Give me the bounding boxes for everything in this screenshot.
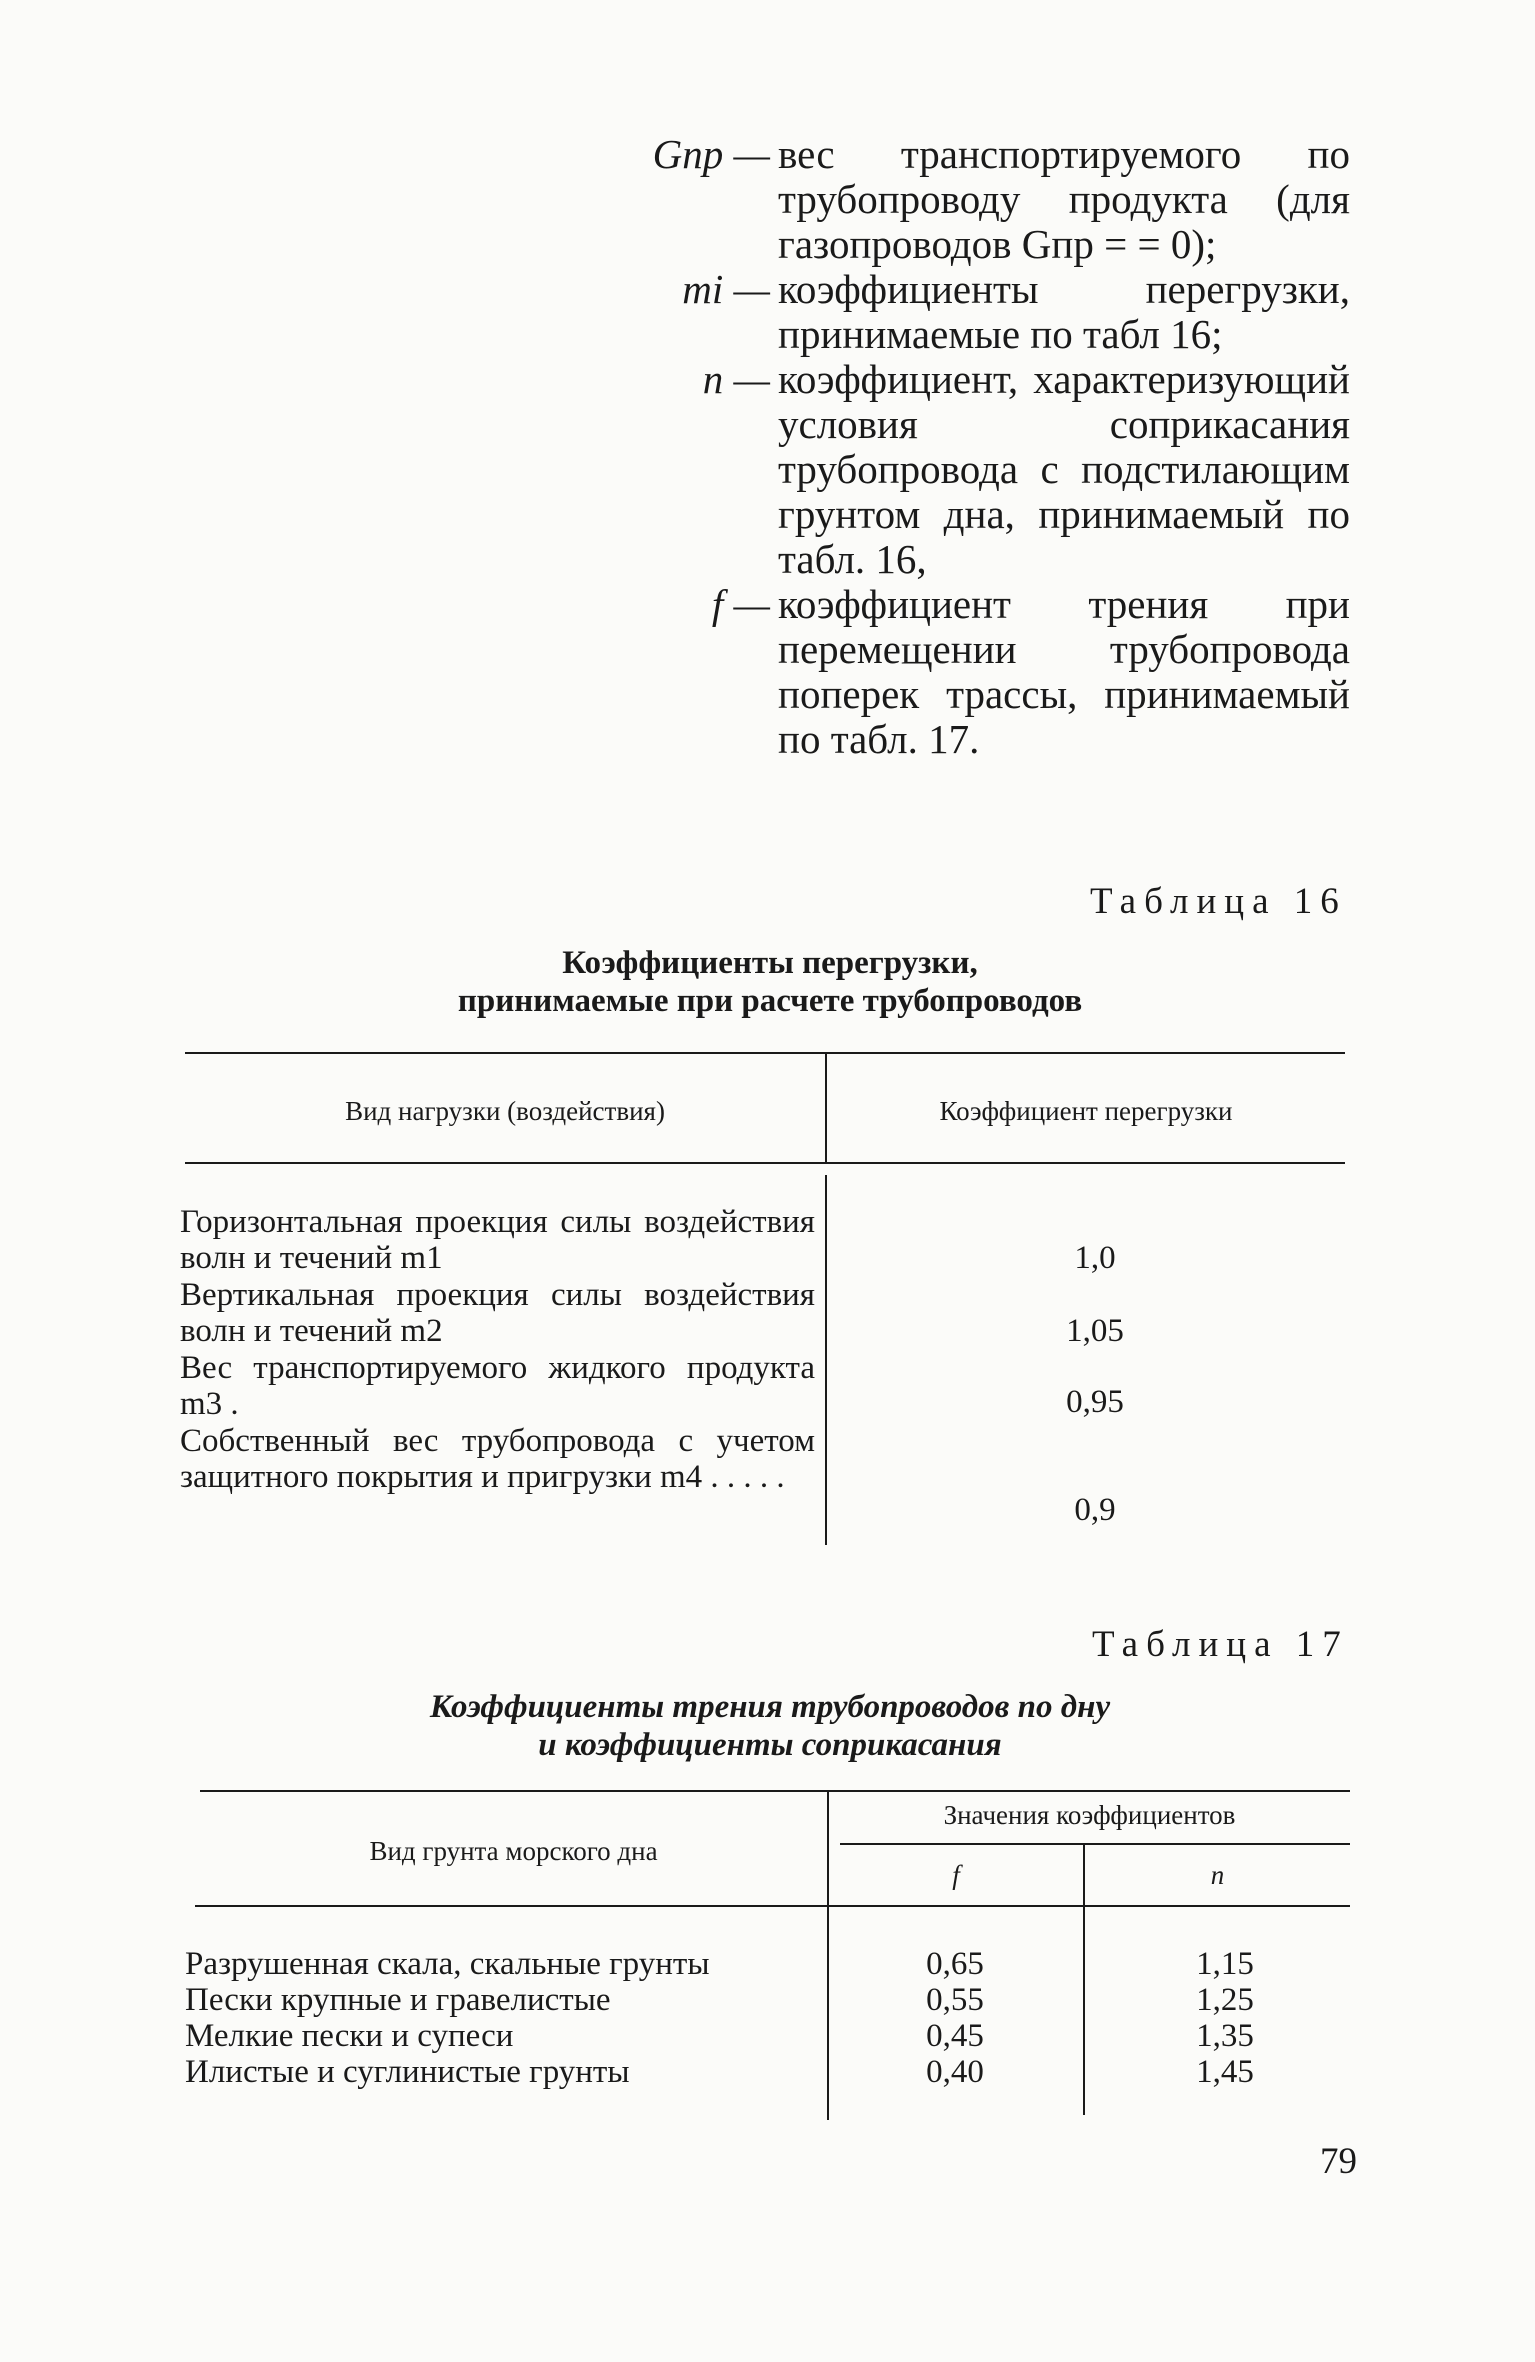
- definition-text: вес транспортируемого по трубопроводу продукта (для газопроводов Gпр = = 0);: [778, 131, 1350, 267]
- definitions-list: [630, 132, 1350, 762]
- definition-text: коэффициенты перегрузки, принимаемые по табл 16;: [778, 266, 1350, 357]
- table16-row3-text: Вес транспортируемого жидкого продукта m3 .: [180, 1350, 815, 1422]
- table16-row3-value: 0,95: [1066, 1384, 1124, 1420]
- page-number: 79: [1320, 2141, 1357, 2182]
- table17-row3-f: 0,45: [926, 2018, 984, 2054]
- table17-row2-text: Пески крупные и гравелистые: [185, 1982, 611, 2018]
- table17-col1-header: Вид грунта морского дна: [369, 1836, 658, 1866]
- table17-row4-f: 0,40: [926, 2054, 984, 2090]
- definition-item: [630, 357, 1350, 582]
- definition-symbol: f —: [711, 581, 770, 627]
- table17-title-line2: и коэффициенты соприкасания: [538, 1727, 1002, 1763]
- definition-text: коэффициент, характеризующий условия соприкасания трубопровода с подстилающим грунтом дна, принимаемый по табл. 16,: [778, 356, 1350, 582]
- table16-header-rule: [185, 1162, 1345, 1164]
- definition-symbol: mi —: [682, 266, 770, 312]
- table16-col2-header: Коэффициент перегрузки: [939, 1096, 1233, 1126]
- table17-first-divider: [827, 1790, 829, 2120]
- table17-group-rule: [840, 1843, 1350, 1845]
- definition-text: коэффициент трения при перемещении трубопровода поперек трассы, принимаемый по табл. 17.: [778, 581, 1350, 762]
- table16-title-line1: Коэффициенты перегрузки,: [562, 945, 978, 981]
- table17-row3-n: 1,35: [1196, 2018, 1254, 2054]
- table17-row1-text: Разрушенная скала, скальные грунты: [185, 1946, 710, 1982]
- table17-title-line1: Коэффициенты трения трубопроводов по дну: [429, 1689, 1111, 1725]
- table16-title-line2: принимаемые при расчете трубопроводов: [457, 983, 1083, 1019]
- table16-row4-text: Собственный вес трубопровода с учетом защитного покрытия и пригрузки m4 . . . . .: [180, 1423, 815, 1495]
- table17-row1-n: 1,15: [1196, 1946, 1254, 1982]
- definition-item: [630, 267, 1350, 357]
- definition-symbol: n —: [702, 356, 770, 402]
- table17-sub-n-header: n: [1210, 1860, 1225, 1890]
- table16-row1-value: 1,0: [1074, 1240, 1116, 1276]
- table17-number: Таблица 17: [1092, 1624, 1349, 1665]
- table17-row2-n: 1,25: [1196, 1982, 1254, 2018]
- table17-header-rule: [195, 1905, 1350, 1907]
- table17-sub-f-header: f: [952, 1860, 960, 1890]
- table17-row4-text: Илистые и суглинистые грунты: [185, 2054, 630, 2090]
- table17-group-header: Значения коэффициентов: [943, 1800, 1236, 1830]
- table16-row2-text: Вертикальная проекция силы воздействия волн и течений m2: [180, 1277, 815, 1349]
- table16-body-divider: [825, 1175, 827, 1545]
- table16-row4-value: 0,9: [1074, 1492, 1116, 1528]
- table16-number: Таблица 16: [1090, 881, 1347, 922]
- table16-col1-header: Вид нагрузки (воздействия): [345, 1096, 665, 1126]
- table16-row2-value: 1,05: [1066, 1313, 1124, 1349]
- table16-top-rule: [185, 1052, 1345, 1054]
- table17-row1-f: 0,65: [926, 1946, 984, 1982]
- table17-row3-text: Мелкие пески и супеси: [185, 2018, 514, 2054]
- definition-item: [630, 582, 1350, 762]
- definition-symbol: Gпр —: [652, 131, 770, 177]
- table17-top-rule: [200, 1790, 1350, 1792]
- table17-title: [180, 1688, 1360, 1764]
- table17-row4-n: 1,45: [1196, 2054, 1254, 2090]
- definition-item: [630, 132, 1350, 267]
- table16-title: [180, 944, 1360, 1020]
- table17-row2-f: 0,55: [926, 1982, 984, 2018]
- table16-row1-text: Горизонтальная проекция силы воздействия волн и течений m1: [180, 1204, 815, 1276]
